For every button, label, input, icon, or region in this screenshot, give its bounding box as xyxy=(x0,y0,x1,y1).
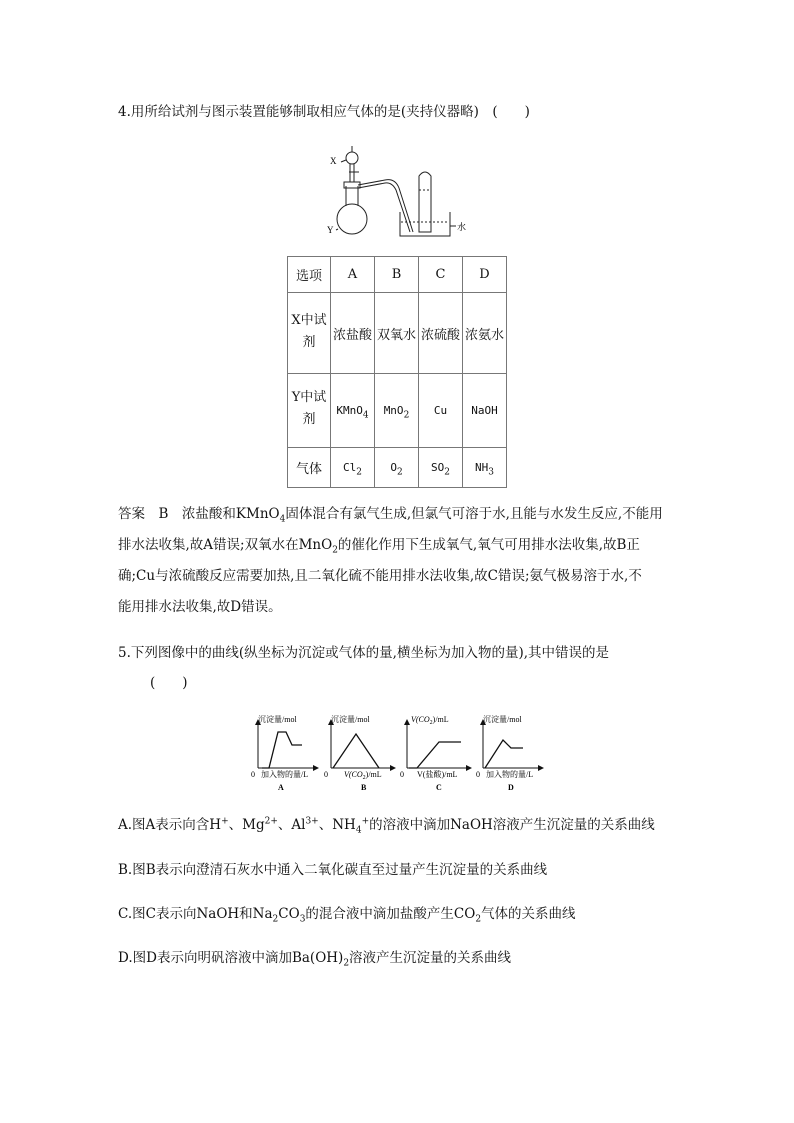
table-row xyxy=(288,448,507,488)
table-cell: KMnO$_4$ xyxy=(331,374,375,448)
answer-line-2: 排水法收集,故A错误;双氧水在MnO$_2$的催化作用下生成氧气,氧气可用排水法收集,故B正 xyxy=(118,537,640,556)
table-header-cell: C xyxy=(419,257,463,293)
answer-line-4: 能用排水法收集,故D错误。 xyxy=(118,599,282,615)
table-cell: NaOH xyxy=(463,374,507,448)
dropping-funnel xyxy=(346,152,358,164)
xlabel-a: 加入物的量/L xyxy=(261,770,309,779)
caption-a: A xyxy=(278,783,284,792)
graph-d xyxy=(476,714,541,792)
xlabel-c: V(盐酸)/mL xyxy=(417,770,458,779)
curve-c xyxy=(409,742,461,768)
table-cell: $Cl_2$ xyxy=(331,448,375,488)
xlabel-d: 加入物的量/L xyxy=(486,770,534,779)
q4-stem: 4.用所给试剂与图示装置能够制取相应气体的是(夹持仪器略) ( ) xyxy=(118,104,530,120)
row-label-x: X中试 剂 xyxy=(288,293,331,374)
caption-c: C xyxy=(436,783,442,792)
label-x: X xyxy=(330,156,337,166)
table-cell: $O_2$ xyxy=(375,448,419,488)
table-header-cell: D xyxy=(463,257,507,293)
q5-graphs xyxy=(248,710,548,800)
curve-d xyxy=(485,740,523,768)
table-cell: 双氧水 xyxy=(375,293,419,374)
caption-b: B xyxy=(361,783,367,792)
graph-a xyxy=(251,714,316,792)
xlabel-b: $V(CO_2)/mL$ xyxy=(344,770,382,781)
option-a: A.图A表示向含H+、$Mg^{2+}$、$Al^{3+}$、$NH_4^+$的溶液中滴加NaOH溶液产生沉淀量的关系曲线 xyxy=(118,816,655,836)
origin-b: 0 xyxy=(324,770,328,779)
option-b: B.图B表示向澄清石灰水中通入二氧化碳直至过量产生沉淀量的关系曲线 xyxy=(118,862,548,878)
ylabel-c: $V(CO_2)/mL$ xyxy=(411,715,449,726)
label-y: Y xyxy=(327,225,334,235)
table-cell: $NH_3$ xyxy=(463,448,507,488)
label-water: 水 xyxy=(457,223,467,233)
answer-line-3: 确;Cu与浓硫酸反应需要加热,且二氧化硫不能用排水法收集,故C错误;氨气极易溶于水,不 xyxy=(118,568,642,584)
table-row xyxy=(288,257,507,293)
ylabel-b: 沉淀量/mol xyxy=(331,715,370,724)
collection-tube xyxy=(419,172,431,232)
origin-a: 0 xyxy=(251,770,255,779)
table-cell: 浓硫酸 xyxy=(419,293,463,374)
origin-d: 0 xyxy=(476,770,480,779)
q5-answer-blank: ( ) xyxy=(150,675,188,691)
table-cell: 浓氨水 xyxy=(463,293,507,374)
table-cell: Cu xyxy=(419,374,463,448)
curve-b xyxy=(333,734,379,768)
caption-d: D xyxy=(508,783,514,792)
round-flask xyxy=(337,204,367,234)
graph-c xyxy=(400,715,469,792)
apparatus-diagram xyxy=(325,140,475,240)
table-cell: MnO$_2$ xyxy=(375,374,419,448)
graph-b xyxy=(324,714,393,792)
table-cell: 浓盐酸 xyxy=(331,293,375,374)
option-c: C.图C表示向NaOH和$Na_2CO_3$的混合液中滴加盐酸产生$CO_2$气体的关系曲线 xyxy=(118,906,576,925)
table-header-cell: A xyxy=(331,257,375,293)
answer-line-1: 答案 B 浓盐酸和KMnO$_4$固体混合有氯气生成,但氯气可溶于水,且能与水发生反应,不能用 xyxy=(118,506,663,525)
table-row xyxy=(288,374,507,448)
option-d: D.图D表示向明矾溶液中滴加$Ba(OH)_2$溶液产生沉淀量的关系曲线 xyxy=(118,950,512,969)
ylabel-d: 沉淀量/mol xyxy=(483,715,522,724)
q5-stem: 5.下列图像中的曲线(纵坐标为沉淀或气体的量,横坐标为加入物的量),其中错误的是 xyxy=(118,645,609,661)
ylabel-a: 沉淀量/mol xyxy=(258,715,297,724)
curve-a xyxy=(262,732,302,768)
origin-c: 0 xyxy=(400,770,404,779)
table-row xyxy=(288,293,507,374)
row-label-gas: 气体 xyxy=(288,448,331,488)
row-label-y: Y中试 剂 xyxy=(288,374,331,448)
reagent-table xyxy=(287,256,507,488)
table-header-cell: B xyxy=(375,257,419,293)
table-header-cell: 选项 xyxy=(288,257,331,293)
table-cell: $SO_2$ xyxy=(419,448,463,488)
